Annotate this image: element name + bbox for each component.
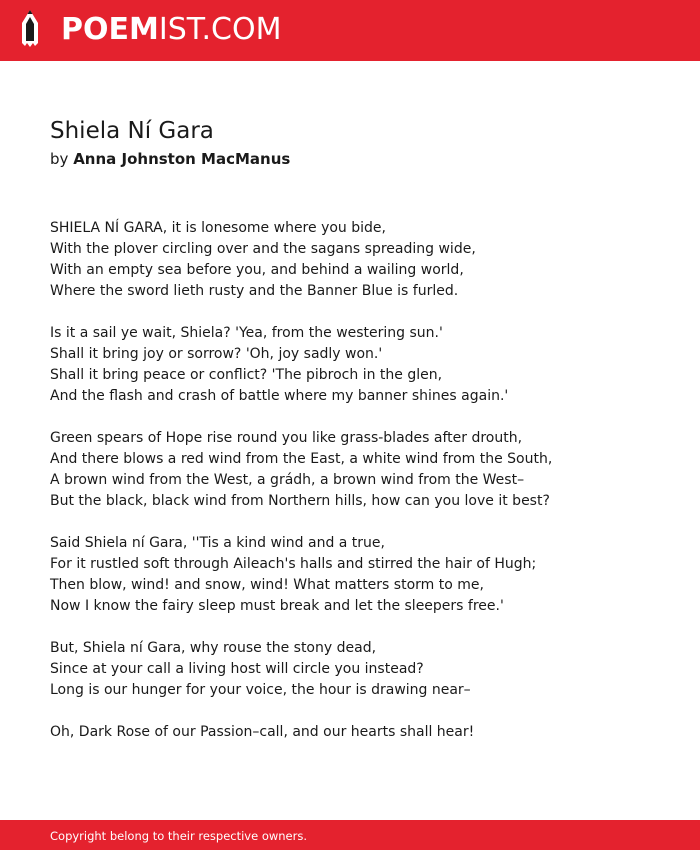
logo-text-strong: POEM: [61, 12, 159, 47]
stanza: [50, 533, 670, 617]
poem-title: Shiela Ní Gara: [50, 118, 214, 144]
poem-line: Oh, Dark Rose of our Passion–call, and our hearts shall hear!: [50, 724, 475, 740]
stanza: [50, 722, 670, 743]
pencil-icon[interactable]: [18, 10, 42, 51]
by-label: by: [50, 150, 69, 168]
stanza: [50, 218, 670, 302]
poem-line: Now I know the fairy sleep must break and let the sleepers free.': [50, 598, 504, 614]
poem-line: Since at your call a living host will circle you instead?: [50, 661, 424, 677]
poem-line: Said Shiela ní Gara, ''Tis a kind wind and a true,: [50, 535, 385, 551]
poem-line: A brown wind from the West, a grádh, a brown wind from the West–: [50, 472, 525, 488]
stanza: [50, 428, 670, 512]
poem-line: Then blow, wind! and snow, wind! What matters storm to me,: [50, 577, 484, 593]
poem-line: Is it a sail ye wait, Shiela? 'Yea, from the westering sun.': [50, 325, 443, 341]
poem-line: Long is our hunger for your voice, the hour is drawing near–: [50, 682, 471, 698]
poem-line: SHIELA NÍ GARA, it is lonesome where you bide,: [50, 220, 386, 236]
site-footer: [0, 820, 700, 850]
site-header: [0, 0, 700, 61]
poem-line: But the black, black wind from Northern hills, how can you love it best?: [50, 493, 550, 509]
stanza: [50, 638, 670, 701]
poem-body: [50, 218, 670, 764]
poem-line: Shall it bring peace or conflict? 'The pibroch in the glen,: [50, 367, 443, 383]
poem-line: With an empty sea before you, and behind a wailing world,: [50, 262, 464, 278]
copyright-text: Copyright belong to their respective owners.: [50, 829, 308, 843]
poem-line: Shall it bring joy or sorrow? 'Oh, joy sadly won.': [50, 346, 383, 362]
stanza: [50, 323, 670, 407]
poem-line: But, Shiela ní Gara, why rouse the stony dead,: [50, 640, 377, 656]
poem-line: With the plover circling over and the sagans spreading wide,: [50, 241, 476, 257]
poem-line: And there blows a red wind from the East, a white wind from the South,: [50, 451, 553, 467]
poem-line: Green spears of Hope rise round you like grass-blades after drouth,: [50, 430, 523, 446]
byline: [50, 148, 290, 170]
poem-line: Where the sword lieth rusty and the Banner Blue is furled.: [50, 283, 459, 299]
poem-line: And the flash and crash of battle where my banner shines again.': [50, 388, 509, 404]
author-name: Anna Johnston MacManus: [73, 150, 291, 168]
site-logo[interactable]: [61, 12, 281, 48]
poem-line: For it rustled soft through Aileach's halls and stirred the hair of Hugh;: [50, 556, 537, 572]
logo-text-light: IST.COM: [158, 12, 282, 47]
